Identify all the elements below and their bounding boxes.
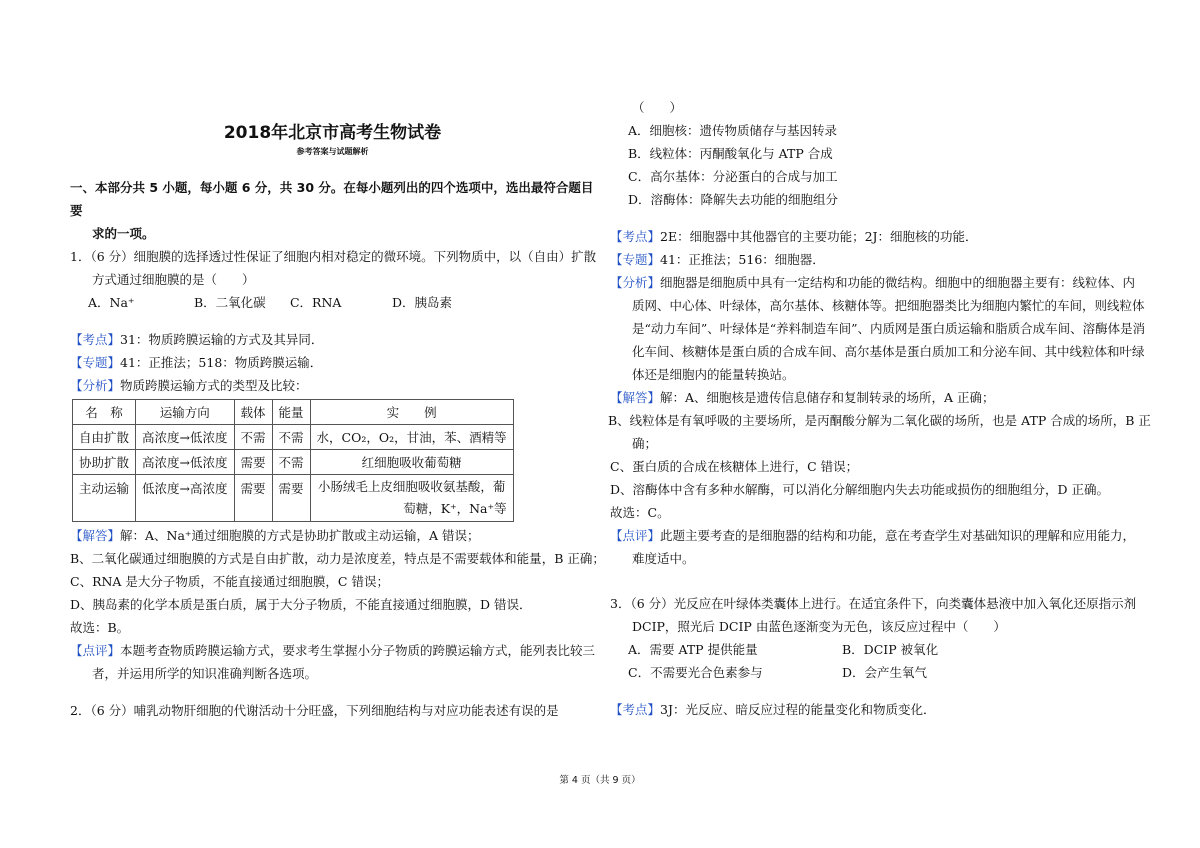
zhuanti-tag: 【专题】 [610,252,661,267]
table-cell: 高浓度→低浓度 [136,450,234,475]
table-row [73,450,514,475]
transport-comparison-table [72,399,514,522]
table-cell: 不需 [272,450,310,475]
page-subtitle: 参考答案与试题解析 [296,147,369,156]
page-title: 2018年北京市高考生物试卷 [223,123,442,143]
table-header-cell: 实 例 [310,400,513,425]
q3-option-d: D．会产生氧气 [841,665,928,680]
q1-option-d: D．胰岛素 [391,295,452,310]
q3-kaodian-text: 3J：光反应、暗反应过程的能量变化和物质变化． [660,702,936,717]
q2-dianping-text: 此题主要考查的是细胞器的结构和功能，意在考查学生对基础知识的理解和应用能力， [660,528,1136,543]
q2-fenxi-line4: 化车间、核糖体是蛋白质的合成车间、高尔基体是蛋白质加工和分泌车间、其中线粒体和叶绿 [632,344,1145,359]
table-cell: 高浓度→低浓度 [136,425,234,450]
q1-jieda-line3: C、RNA 是大分子物质，不能直接通过细胞膜，C 错误； [70,574,389,589]
q3-stem-line2: DCIP，照光后 DCIP 由蓝色逐渐变为无色，该反应过程中（ ） [632,619,1006,634]
right-column [608,96,1151,721]
q3-stem-line1: 3．（6 分）光反应在叶绿体类囊体上进行。在适宜条件下，向类囊体悬液中加入氧化还原指示剂 [610,596,1137,611]
q1-dianping-text: 本题考查物质跨膜运输方式，要求考生掌握小分子物质的跨膜运输方式，能列表比较三 [120,643,596,658]
table-cell-line: 小肠绒毛上皮细胞吸收氨基酸，葡 [317,479,506,494]
dianping-tag: 【点评】 [70,643,121,658]
fenxi-tag: 【分析】 [610,275,661,290]
q2-kaodian [610,225,1140,248]
q1-option-b: B．二氧化碳 [193,295,266,310]
table-cell: 协助扩散 [73,450,136,475]
q1-jieda [70,524,595,547]
table-cell: 需要 [234,475,272,522]
q3-option-a: A．需要 ATP 提供能量 [628,642,758,657]
q2-fenxi-line3: 是“动力车间”、叶绿体是“养料制造车间”、内质网是蛋白质运输和脂质合成车间、溶酶体是消 [632,321,1146,336]
section-heading-line2: 求的一项。 [92,226,155,241]
table-cell: 需要 [272,475,310,522]
table-row [73,475,514,522]
table-row [73,425,514,450]
left-column [70,96,605,722]
q3-option-c: C．不需要光合色素参与 [628,665,763,680]
section-heading-line1: 一、本部分共 5 小题，每小题 6 分，共 30 分。在每小题列出的四个选项中，选出最符合题目要 [70,180,594,218]
q1-fenxi-text: 物质跨膜运输方式的类型及比较： [120,378,308,393]
q2-stem-line1: 2．（6 分）哺乳动物肝细胞的代谢活动十分旺盛，下列细胞结构与对应功能表述有误的是 [70,703,559,718]
q2-zhuanti [610,248,1140,271]
kaodian-tag: 【考点】 [610,229,661,244]
q1-jieda-text: 解：A、Na⁺通过细胞膜的方式是协助扩散或主动运输，A 错误； [120,528,480,543]
q1-kaodian-text: 31：物质跨膜运输的方式及其异同． [120,332,324,347]
dianping-tag: 【点评】 [610,528,661,543]
q2-kaodian-text: 2E：细胞器中其他器官的主要功能；2J：细胞核的功能． [660,229,978,244]
jieda-tag: 【解答】 [70,528,121,543]
q2-option-d: D．溶酶体：降解失去功能的细胞组分 [628,192,839,207]
table-header-cell: 载体 [234,400,272,425]
q1-options [70,291,595,314]
q2-jieda-line4: D、溶酶体中含有多种水解酶，可以消化分解细胞内失去功能或损伤的细胞组分，D 正确。 [610,482,1110,497]
q2-fenxi [610,271,1140,294]
q2-stem-line2: （ ） [632,100,683,115]
table-cell: 自由扩散 [73,425,136,450]
q2-dianping-line2: 难度适中。 [632,551,695,566]
q3-options-row2 [610,661,1140,684]
q1-stem-line2: 方式通过细胞膜的是（ ） [92,272,255,287]
table-header-row [73,400,514,425]
q2-jieda-line2: B、线粒体是有氧呼吸的主要场所，是丙酮酸分解为二氧化碳的场所，也是 ATP 合成的场所，B 正 [608,413,1151,428]
q1-zhuanti-text: 41：正推法；518：物质跨膜运输． [120,355,323,370]
table-cell: 红细胞吸收葡萄糖 [310,450,513,475]
table-cell-line: 萄糖，K⁺，Na⁺等 [403,501,507,516]
q1-kaodian [70,328,595,351]
q1-fenxi [70,374,595,397]
kaodian-tag: 【考点】 [70,332,121,347]
q1-option-a: A．Na⁺ [88,295,135,310]
q1-dianping [70,639,595,662]
table-cell: 水，CO₂，O₂，甘油，苯、酒精等 [310,425,513,450]
q2-option-c: C．高尔基体：分泌蛋白的合成与加工 [628,169,838,184]
q1-dianping-line2: 者，并运用所学的知识准确判断各选项。 [92,666,318,681]
q2-fenxi-line2: 质网、中心体、叶绿体，高尔基体、核糖体等。把细胞器类比为细胞内繁忙的车间，则线粒体 [632,298,1145,313]
q2-dianping [610,524,1140,547]
table-header-cell: 运输方向 [136,400,234,425]
q2-jieda-line3: C、蛋白质的合成在核糖体上进行，C 错误； [610,459,859,474]
table-cell-multiline [310,475,513,522]
table-cell: 不需 [272,425,310,450]
q2-jieda [610,386,1140,409]
q3-kaodian [610,698,1140,721]
table-header-cell: 名 称 [73,400,136,425]
q1-stem-line1: 1．（6 分）细胞膜的选择透过性保证了细胞内相对稳定的微环境。下列物质中，以（自由）扩散 [70,249,597,264]
table-cell: 低浓度→高浓度 [136,475,234,522]
q2-option-a: A．细胞核：遗传物质储存与基因转录 [628,123,838,138]
zhuanti-tag: 【专题】 [70,355,121,370]
q1-jieda-line2: B、二氧化碳通过细胞膜的方式是自由扩散，动力是浓度差，特点是不需要载体和能量，B 正确； [70,551,605,566]
fenxi-tag: 【分析】 [70,378,121,393]
page-footer: 第 4 页（共 9 页） [559,775,641,786]
table-header-cell: 能量 [272,400,310,425]
kaodian-tag: 【考点】 [610,702,661,717]
q2-fenxi-line5: 体还是细胞内的能量转换站。 [632,367,795,382]
table-cell: 主动运输 [73,475,136,522]
table-cell: 不需 [234,425,272,450]
q1-answer: 故选：B。 [70,620,130,635]
q2-answer: 故选：C。 [610,505,670,520]
table-cell: 需要 [234,450,272,475]
q3-option-b: B．DCIP 被氧化 [841,642,939,657]
q2-zhuanti-text: 41：正推法；516：细胞器． [660,252,825,267]
q2-fenxi-text: 细胞器是细胞质中具有一定结构和功能的微结构。细胞中的细胞器主要有：线粒体、内 [660,275,1136,290]
q2-jieda-line2b: 确； [632,436,658,451]
q1-option-c: C．RNA [289,295,342,310]
section-heading [70,176,595,245]
q2-option-b: B．线粒体：丙酮酸氧化与 ATP 合成 [628,146,833,161]
q1-zhuanti [70,351,595,374]
q3-options-row1 [610,638,1140,661]
q2-jieda-text: 解：A、细胞核是遗传信息储存和复制转录的场所，A 正确； [660,390,995,405]
jieda-tag: 【解答】 [610,390,661,405]
q1-jieda-line4: D、胰岛素的化学本质是蛋白质，属于大分子物质，不能直接通过细胞膜，D 错误． [70,597,532,612]
